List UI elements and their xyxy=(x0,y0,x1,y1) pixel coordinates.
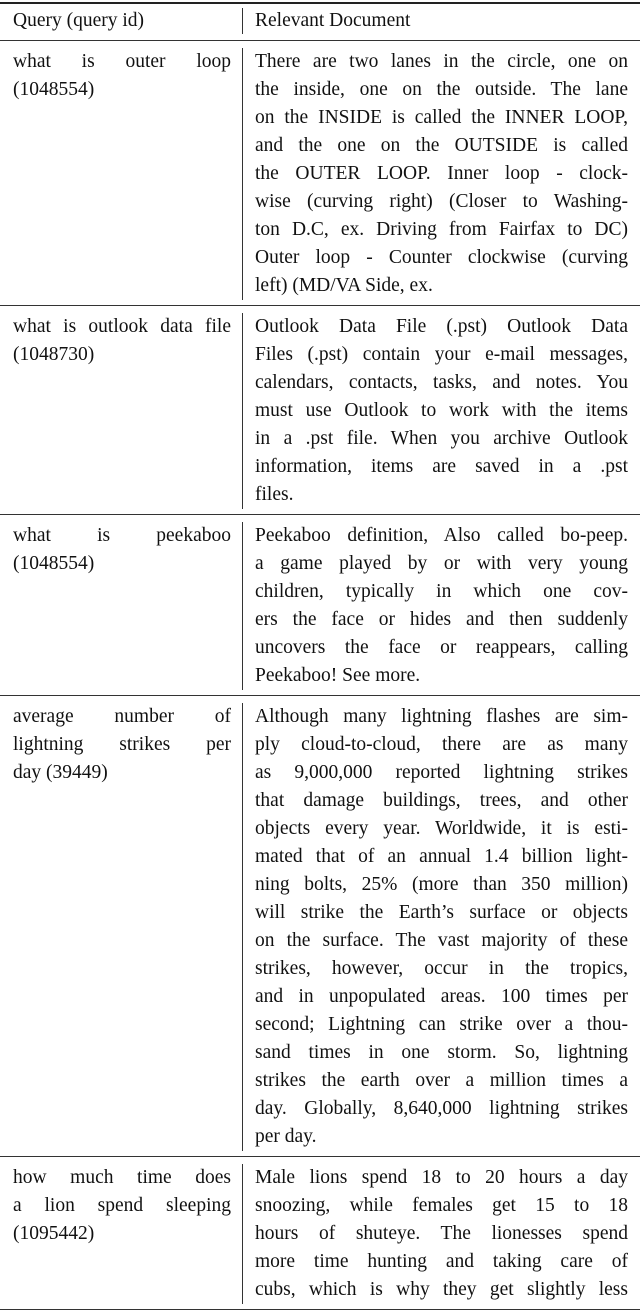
query-line: (1048554) xyxy=(13,553,95,574)
document-line: left) (MD/VA Side, ex. xyxy=(255,275,433,296)
table-body xyxy=(0,41,640,1310)
document-cell xyxy=(242,522,640,690)
document-line: sand times in one storm. So, lightning xyxy=(255,1042,628,1063)
document-line: Although many lightning flashes are sim- xyxy=(255,706,628,727)
document-column-header: Relevant Document xyxy=(242,8,640,34)
document-line: mated that of an annual 1.4 billion light- xyxy=(255,846,628,867)
query-document-table xyxy=(0,2,640,1310)
table-header xyxy=(0,4,640,41)
document-line: Peekaboo! See more. xyxy=(255,665,421,686)
document-line: in a .pst file. When you archive Outlook xyxy=(255,428,628,449)
query-line: what is outlook data file xyxy=(13,316,231,337)
document-line: and in unpopulated areas. 100 times per xyxy=(255,986,628,1007)
query-line: how much time does xyxy=(13,1167,231,1188)
table-row xyxy=(0,696,640,1157)
document-cell xyxy=(242,703,640,1151)
query-line: what is peekaboo xyxy=(13,525,231,546)
query-cell xyxy=(0,313,242,509)
document-line: day. Globally, 8,640,000 lightning strikes xyxy=(255,1098,628,1119)
table-row xyxy=(0,515,640,696)
document-cell xyxy=(242,313,640,509)
document-line: per day. xyxy=(255,1126,317,1147)
document-line: must use Outlook to work with the items xyxy=(255,400,628,421)
query-line: (1095442) xyxy=(13,1223,95,1244)
document-line: information, items are saved in a .pst xyxy=(255,456,628,477)
query-line: lightning strikes per xyxy=(13,734,231,755)
document-line: as 9,000,000 reported lightning strikes xyxy=(255,762,628,783)
document-line: ning bolts, 25% (more than 350 million) xyxy=(255,874,628,895)
query-cell xyxy=(0,48,242,300)
document-line: will strike the Earth’s surface or objects xyxy=(255,902,628,923)
document-line: objects every year. Worldwide, it is esti- xyxy=(255,818,628,839)
document-line: on the surface. The vast majority of these xyxy=(255,930,628,951)
document-line: ply cloud-to-cloud, there are as many xyxy=(255,734,628,755)
document-line: wise (curving right) (Closer to Washing- xyxy=(255,191,628,212)
document-line: Outlook Data File (.pst) Outlook Data xyxy=(255,316,628,337)
query-cell xyxy=(0,703,242,1151)
query-column-header: Query (query id) xyxy=(13,10,145,31)
document-line: on the INSIDE is called the INNER LOOP, xyxy=(255,107,628,128)
document-cell xyxy=(242,1164,640,1304)
document-line: that damage buildings, trees, and other xyxy=(255,790,628,811)
query-line: day (39449) xyxy=(13,762,108,783)
document-line: Male lions spend 18 to 20 hours a day xyxy=(255,1167,628,1188)
document-cell xyxy=(242,48,640,300)
document-line: snoozing, while females get 15 to 18 xyxy=(255,1195,628,1216)
document-line: uncovers the face or reappears, calling xyxy=(255,637,628,658)
document-line: Outer loop - Counter clockwise (curving xyxy=(255,247,628,268)
document-line: calendars, contacts, tasks, and notes. You xyxy=(255,372,628,393)
document-line: ton D.C, ex. Driving from Fairfax to DC) xyxy=(255,219,628,240)
document-line: and the one on the OUTSIDE is called xyxy=(255,135,628,156)
document-line: the inside, one on the outside. The lane xyxy=(255,79,628,100)
table-row xyxy=(0,1157,640,1310)
query-line: a lion spend sleeping xyxy=(13,1195,231,1216)
table-row xyxy=(0,306,640,515)
document-line: strikes the earth over a million times a xyxy=(255,1070,628,1091)
query-cell xyxy=(0,1164,242,1304)
document-line: Peekaboo definition, Also called bo-peep. xyxy=(255,525,628,546)
query-line: (1048730) xyxy=(13,344,95,365)
query-line: average number of xyxy=(13,706,231,727)
document-line: There are two lanes in the circle, one on xyxy=(255,51,628,72)
document-line: ers the face or hides and then suddenly xyxy=(255,609,628,630)
document-line: the OUTER LOOP. Inner loop - clock- xyxy=(255,163,628,184)
document-line: more time hunting and taking care of xyxy=(255,1251,628,1272)
table-row xyxy=(0,41,640,306)
query-line: what is outer loop xyxy=(13,51,231,72)
document-line: hours of shuteye. The lionesses spend xyxy=(255,1223,628,1244)
query-cell xyxy=(0,522,242,690)
document-line: Files (.pst) contain your e-mail messages, xyxy=(255,344,628,365)
document-line: cubs, which is why they get slightly less xyxy=(255,1279,628,1300)
document-line: second; Lightning can strike over a thou- xyxy=(255,1014,628,1035)
query-line: (1048554) xyxy=(13,79,95,100)
document-line: children, typically in which one cov- xyxy=(255,581,628,602)
document-line: files. xyxy=(255,484,294,505)
document-line: a game played by or with very young xyxy=(255,553,628,574)
document-line: strikes, however, occur in the tropics, xyxy=(255,958,628,979)
